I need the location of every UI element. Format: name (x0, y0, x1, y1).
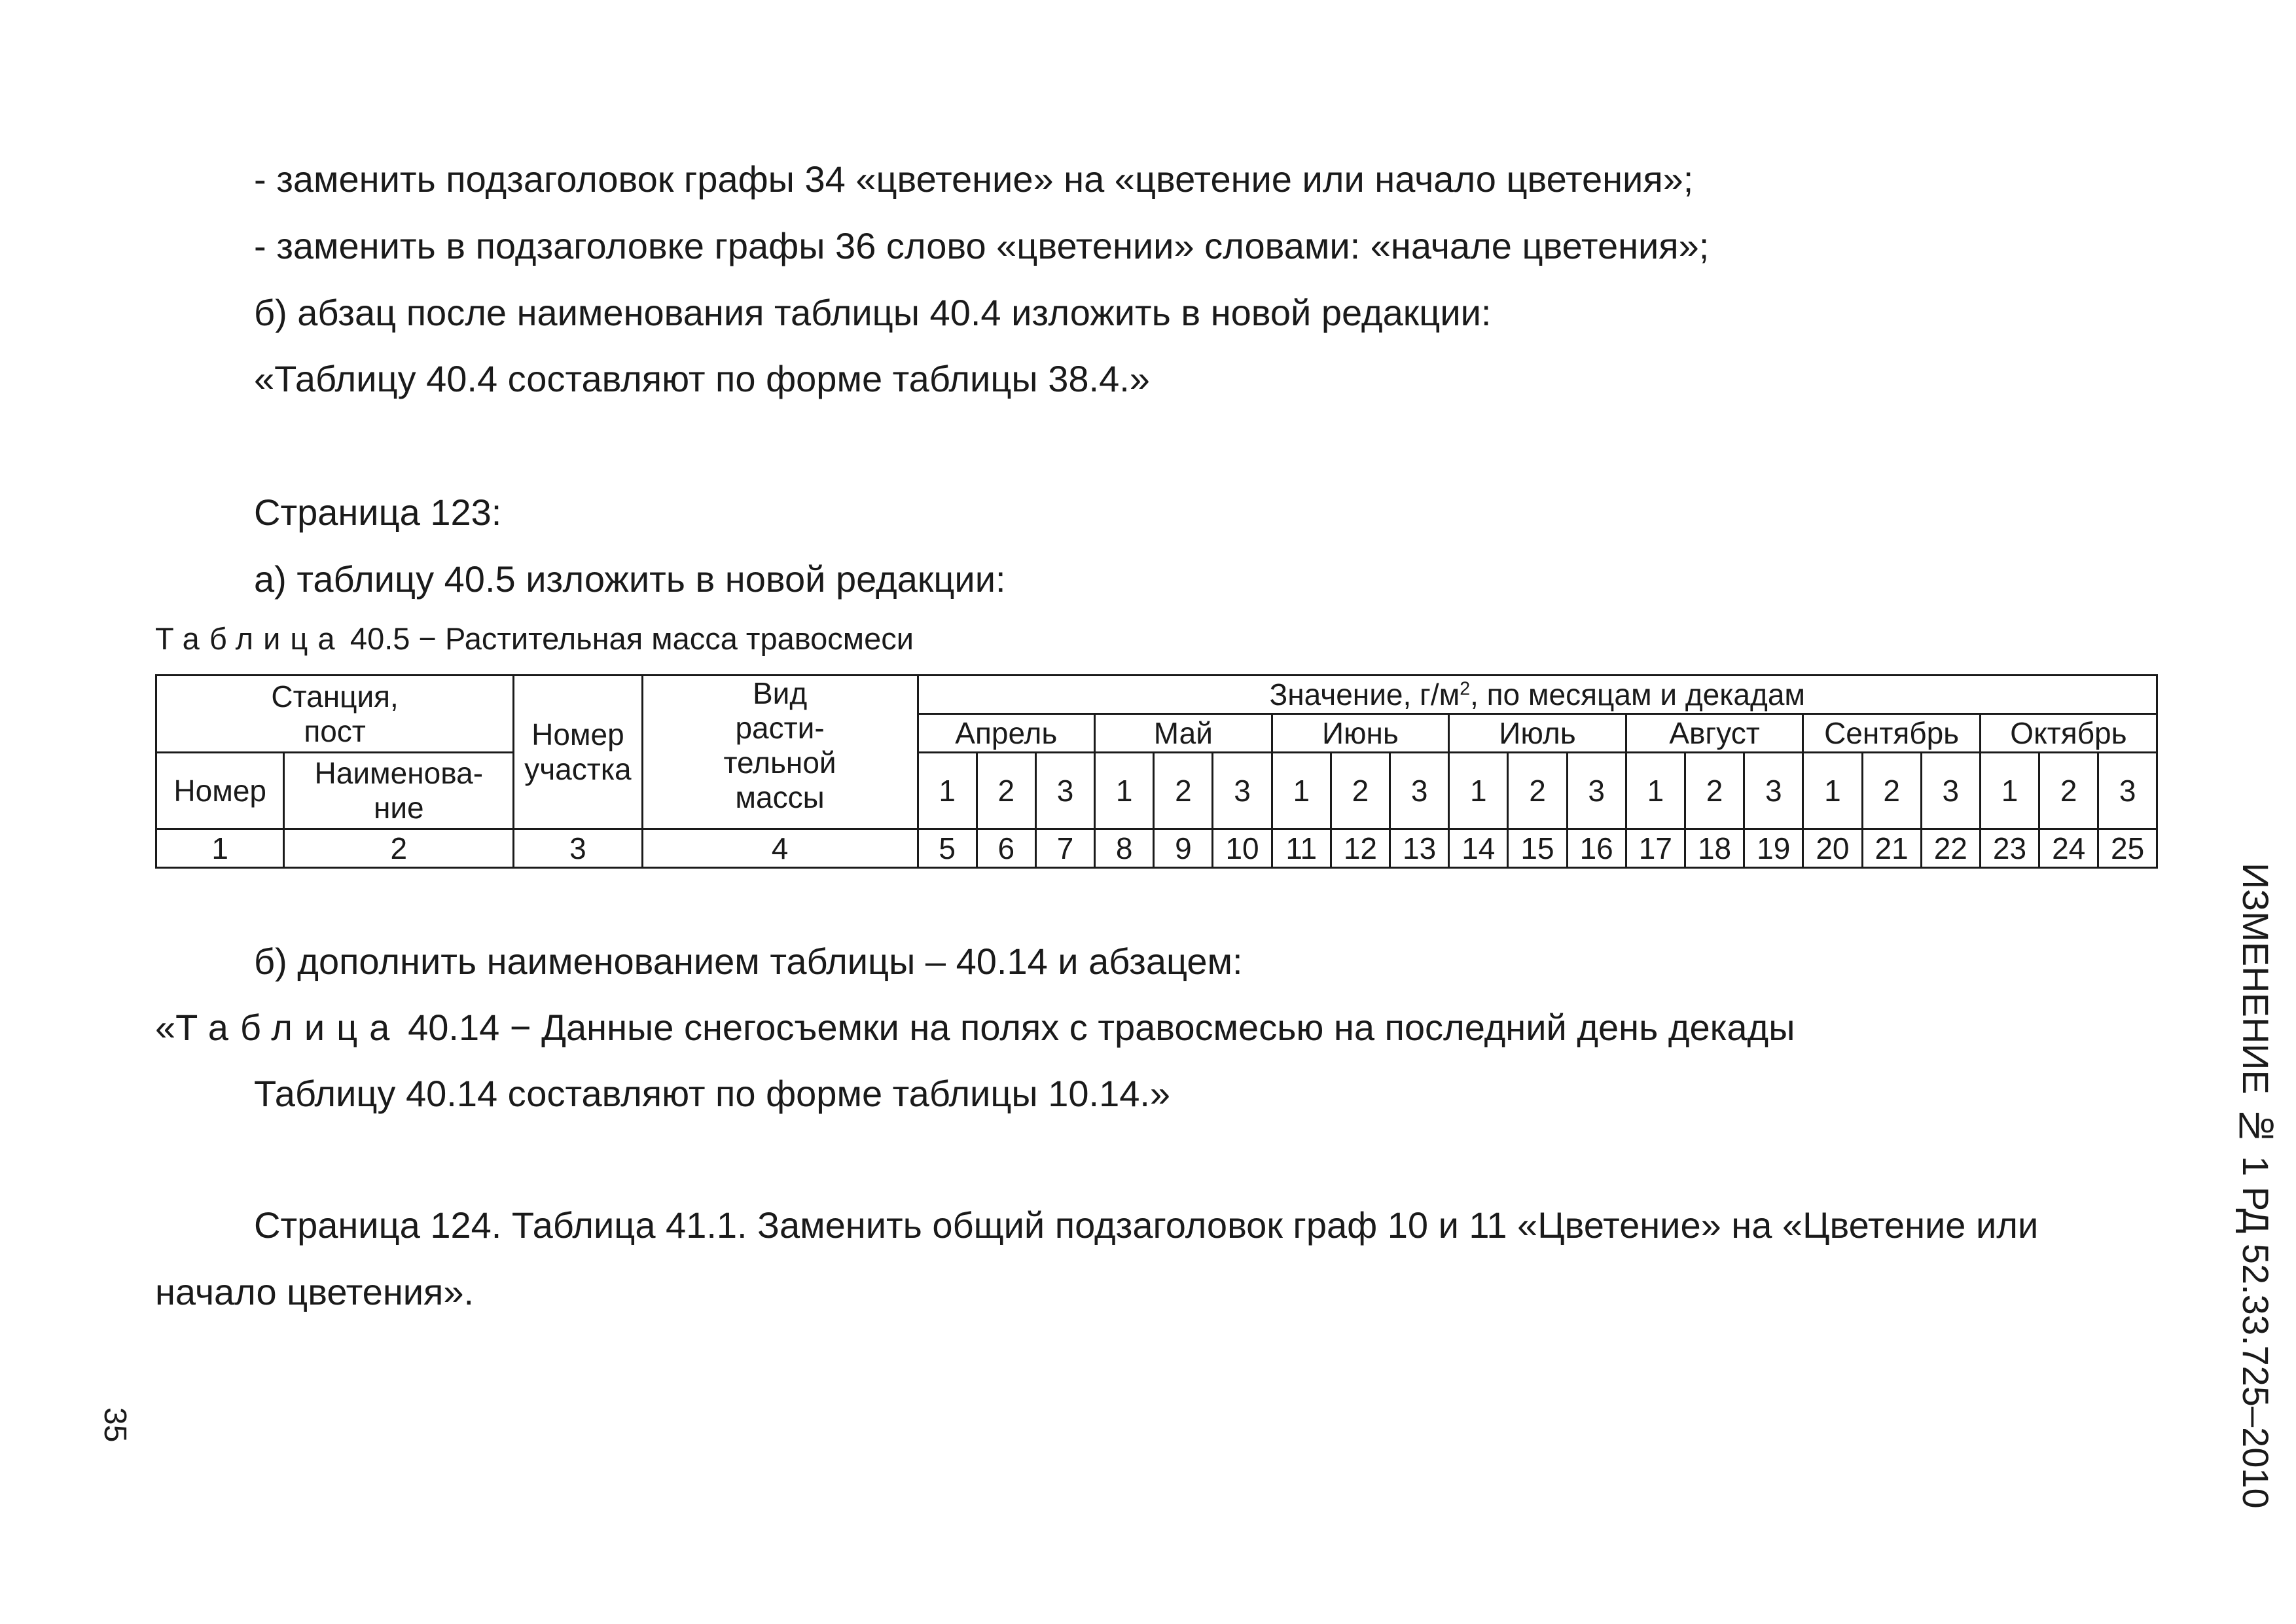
decade-cell: 2 (1508, 753, 1567, 829)
column-number-cell: 1 (156, 829, 284, 868)
column-number-cell: 11 (1272, 829, 1331, 868)
header-station-line2: пост (304, 713, 366, 748)
decade-cell: 3 (1213, 753, 1272, 829)
header-station-name (284, 753, 514, 829)
column-number-cell: 7 (1035, 829, 1094, 868)
decade-cell: 1 (1980, 753, 2039, 829)
column-number-row (156, 829, 2157, 868)
column-number-cell: 10 (1213, 829, 1272, 868)
header-values-sup: 2 (1460, 677, 1471, 699)
column-number-cell: 9 (1154, 829, 1213, 868)
column-number-cell: 13 (1390, 829, 1449, 868)
header-station-line1: Станция, (271, 679, 399, 713)
month-may: Май (1095, 714, 1272, 753)
column-number-cell: 5 (918, 829, 977, 868)
decade-cell: 2 (977, 753, 1035, 829)
table-caption (155, 621, 914, 657)
header-type-line3: тельной (723, 745, 836, 780)
decade-cell: 1 (1803, 753, 1862, 829)
header-station (156, 676, 514, 753)
table-caption-text: 40.5 − Растительная масса травосмеси (341, 621, 914, 656)
decade-cell: 1 (1449, 753, 1508, 829)
table-word-spaced: Таблица (175, 1007, 402, 1048)
decade-cell: 2 (1154, 753, 1213, 829)
column-number-cell: 15 (1508, 829, 1567, 868)
paragraph-table-40-14-title (155, 1009, 1795, 1046)
header-values (918, 676, 2157, 714)
header-plot-line1: Номер (531, 717, 624, 752)
paragraph-item-a-table-40-5: а) таблицу 40.5 изложить в новой редакции: (254, 558, 1006, 600)
month-august: Август (1626, 714, 1803, 753)
header-plant-mass-type (642, 676, 918, 829)
column-number-cell: 16 (1567, 829, 1626, 868)
header-type-line2: расти- (735, 710, 825, 745)
month-october: Октябрь (1980, 714, 2157, 753)
paragraph-replace-subheading-34: - заменить подзаголовок графы 34 «цветение» на «цветение или начало цветения»; (254, 158, 1694, 200)
column-number-cell: 22 (1921, 829, 1980, 868)
header-type-line1: Вид (752, 676, 808, 710)
table-40-14-title-text: 40.14 − Данные снегосъемки на полях с травосмесью на последний день декады (397, 1007, 1795, 1048)
month-september: Сентябрь (1803, 714, 1981, 753)
column-number-cell: 23 (1980, 829, 2039, 868)
paragraph-table-40-4-form: «Таблицу 40.4 составляют по форме таблицы 38.4.» (254, 358, 1150, 399)
decade-cell: 3 (1567, 753, 1626, 829)
decade-cell: 2 (1685, 753, 1744, 829)
header-type-line4: массы (735, 780, 825, 814)
quote-open: « (155, 1007, 176, 1048)
month-april: Апрель (918, 714, 1095, 753)
header-values-suffix: , по месяцам и декадам (1470, 677, 1806, 712)
header-name-line2: ние (373, 791, 424, 825)
decade-cell: 3 (1744, 753, 1803, 829)
column-number-cell: 21 (1862, 829, 1921, 868)
decade-cell: 3 (2098, 753, 2157, 829)
column-number-cell: 4 (642, 829, 918, 868)
plant-mass-table (155, 674, 2158, 869)
month-july: Июль (1449, 714, 1626, 753)
header-plot-number (514, 676, 642, 829)
decade-cell: 3 (1921, 753, 1980, 829)
column-number-cell: 12 (1331, 829, 1390, 868)
decade-cell: 2 (1331, 753, 1390, 829)
decade-cell: 3 (1035, 753, 1094, 829)
paragraph-page-124-line2: начало цветения». (155, 1271, 475, 1312)
column-number-cell: 3 (514, 829, 642, 868)
column-number-cell: 14 (1449, 829, 1508, 868)
paragraph-item-b-table-40-4: б) абзац после наименования таблицы 40.4 изложить в новой редакции: (254, 292, 1492, 333)
decade-cell: 1 (918, 753, 977, 829)
paragraph-item-b-table-40-14: б) дополнить наименованием таблицы – 40.14 и абзацем: (254, 941, 1243, 982)
decade-cell: 1 (1095, 753, 1154, 829)
header-values-prefix: Значение, г/м (1269, 677, 1460, 712)
column-number-cell: 24 (2039, 829, 2098, 868)
column-number-cell: 6 (977, 829, 1035, 868)
decade-cell: 1 (1272, 753, 1331, 829)
header-station-number: Номер (156, 753, 284, 829)
decade-cell: 3 (1390, 753, 1449, 829)
header-name-line1: Наименова- (314, 756, 484, 791)
column-number-cell: 20 (1803, 829, 1862, 868)
page-number: 35 (98, 1407, 132, 1443)
table-caption-word: Таблица (155, 621, 345, 656)
paragraph-table-40-14-form: Таблицу 40.14 составляют по форме таблицы 10.14.» (254, 1073, 1171, 1114)
document-change-label: ИЗМЕНЕНИЕ № 1 РД 52.33.725–2010 (2235, 863, 2276, 1509)
column-number-cell: 25 (2098, 829, 2157, 868)
paragraph-page-123: Страница 123: (254, 492, 502, 533)
month-june: Июнь (1272, 714, 1449, 753)
column-number-cell: 17 (1626, 829, 1685, 868)
paragraph-replace-subheading-36: - заменить в подзаголовке графы 36 слово «цветении» словами: «начале цветения»; (254, 225, 1710, 266)
header-plot-line2: участка (524, 752, 632, 786)
decade-cell: 2 (2039, 753, 2098, 829)
decade-cell: 1 (1626, 753, 1685, 829)
column-number-cell: 2 (284, 829, 514, 868)
column-number-cell: 19 (1744, 829, 1803, 868)
decade-cell: 2 (1862, 753, 1921, 829)
column-number-cell: 18 (1685, 829, 1744, 868)
column-number-cell: 8 (1095, 829, 1154, 868)
paragraph-page-124-line1: Страница 124. Таблица 41.1. Заменить общий подзаголовок граф 10 и 11 «Цветение» на «Цветение или (254, 1204, 2039, 1246)
